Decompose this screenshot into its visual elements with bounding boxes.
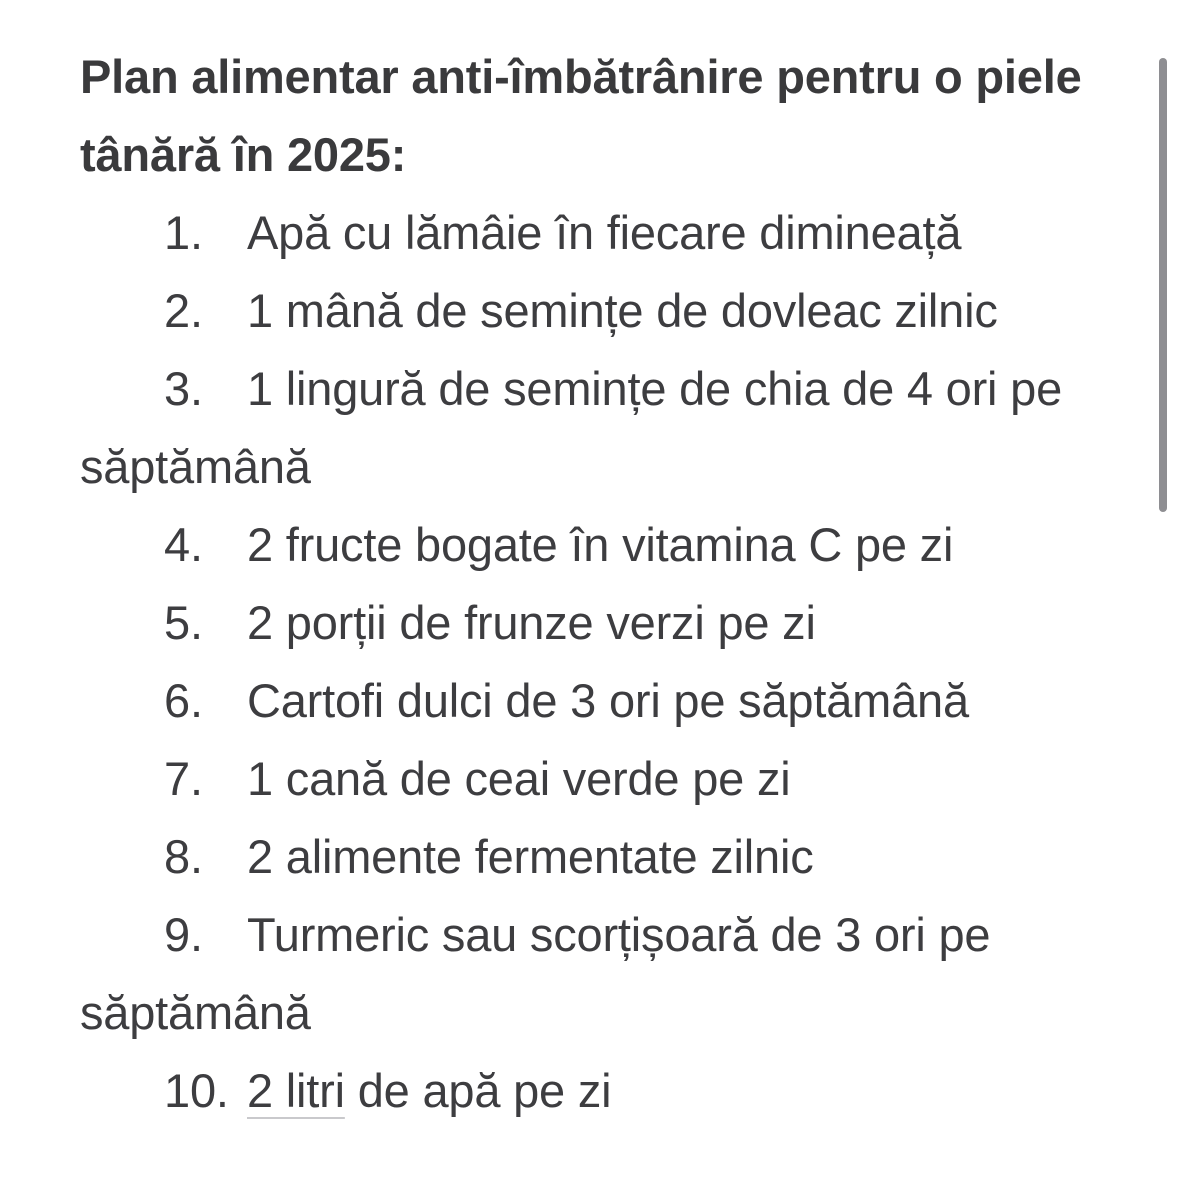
list-item <box>80 896 1090 1052</box>
list-item-text: 2 porții de frunze verzi pe zi <box>247 596 816 649</box>
list-item-text: Apă cu lămâie în fiecare dimineață <box>247 206 962 259</box>
list-number: 6. <box>164 674 203 727</box>
list-number: 4. <box>164 518 203 571</box>
list-item <box>80 662 1090 740</box>
note-body[interactable] <box>80 38 1090 1130</box>
list-number: 3. <box>164 362 203 415</box>
list-number: 10. <box>164 1064 229 1117</box>
list-item <box>80 350 1090 506</box>
list-item-text: 1 mână de semințe de dovleac zilnic <box>247 284 998 337</box>
numbered-list <box>80 194 1090 1130</box>
list-item-text: 1 cană de ceai verde pe zi <box>247 752 791 805</box>
list-item-text: Turmeric sau scorțișoară de 3 ori pe săptămână <box>80 908 991 1039</box>
list-item <box>80 1052 1090 1130</box>
list-number: 2. <box>164 284 203 337</box>
list-number: 5. <box>164 596 203 649</box>
list-item <box>80 584 1090 662</box>
list-item-text: 2 fructe bogate în vitamina C pe zi <box>247 518 954 571</box>
list-item-text: 2 alimente fermentate zilnic <box>247 830 814 883</box>
vertical-scrollbar[interactable] <box>1159 58 1167 512</box>
detected-unit-link[interactable]: 2 litri <box>247 1064 345 1117</box>
list-item-text: 1 lingură de semințe de chia de 4 ori pe săptămână <box>80 362 1063 493</box>
list-item-text: Cartofi dulci de 3 ori pe săptămână <box>247 674 969 727</box>
list-item <box>80 818 1090 896</box>
list-number: 7. <box>164 752 203 805</box>
list-item-text: de apă pe zi <box>344 1064 612 1117</box>
list-item <box>80 506 1090 584</box>
list-item <box>80 740 1090 818</box>
list-item <box>80 272 1090 350</box>
list-number: 8. <box>164 830 203 883</box>
list-number: 9. <box>164 908 203 961</box>
list-item <box>80 194 1090 272</box>
note-title: Plan alimentar anti-îmbătrânire pentru o piele tânără în 2025: <box>80 50 1082 181</box>
list-number: 1. <box>164 206 203 259</box>
